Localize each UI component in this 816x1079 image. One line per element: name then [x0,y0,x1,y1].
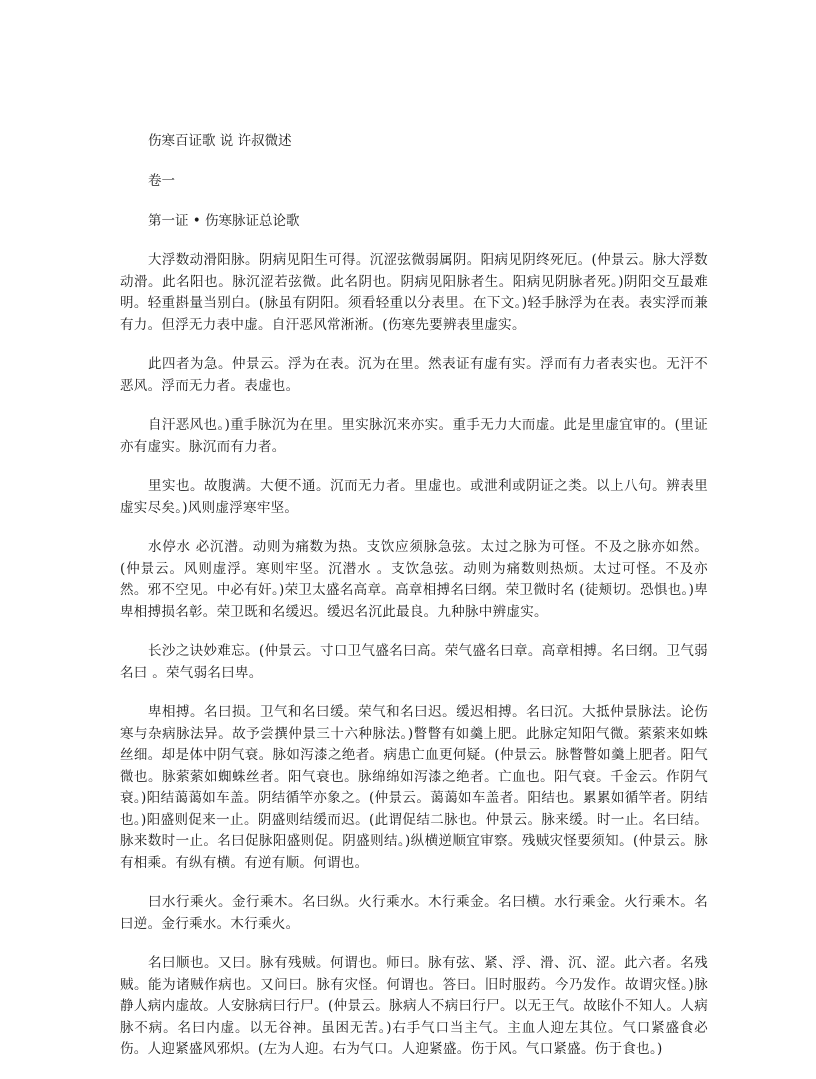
paragraph: 水停水 必沉潜。动则为痛数为热。支饮应须脉急弦。太过之脉为可怪。不及之脉亦如然。(仲景云。风则虚浮。寒则牢坚。沉潜水 。支饮急弦。动则为痛数则热烦。太过可怪。不及亦然。邪不空见。中必有奸。)荣卫太盛名高章。高章相搏名曰纲。荣卫微时名 (徒颊切。恐惧也。)卑 卑相搏损名彰。荣卫既和名缓迟。缓迟名沉此最良。九种脉中辨虚实。 [120,539,708,620]
volume-heading: 卷一 [148,173,175,189]
paragraph: 长沙之诀妙难忘。(仲景云。寸口卫气盛名曰高。荣气盛名曰章。高章相搏。名曰纲。卫气弱名曰 。荣气弱名曰卑。 [120,643,708,681]
paragraph: 里实也。故腹满。大便不通。沉而无力者。里虚也。或泄利或阴证之类。以上八句。辨表里虚实尽矣。)风则虚浮寒牢坚。 [120,478,708,516]
paragraph: 曰水行乘火。金行乘木。名曰纵。火行乘水。木行乘金。名曰横。水行乘金。火行乘木。名曰逆。金行乘水。木行乘火。 [120,894,708,932]
document-title: 伤寒百证歌 说 许叔微述 [148,133,292,149]
document-body [120,130,708,1079]
section-heading: 第一证 • 伤寒脉证总论歌 [148,213,300,229]
paragraph: 自汗恶风也。)重手脉沉为在里。里实脉沉来亦实。重手无力大而虚。此是里虚宜审的。(里证亦有虚实。脉沉而有力者。 [120,417,708,455]
paragraph: 大浮数动滑阳脉。阴病见阳生可得。沉涩弦微弱属阴。阳病见阴终死厄。(仲景云。脉大浮数动滑。此名阳也。脉沉涩若弦微。此名阴也。阴病见阳脉者生。阳病见阴脉者死。)阴阳交互最难明。轻重斟量当别白。(脉虽有阴阳。须看轻重以分表里。在下文。)轻手脉浮为在表。表实浮而兼有力。但浮无力表中虚。自汗恶风常淅淅。(伤寒先要辨表里虚实。 [120,252,708,333]
paragraph: 此四者为急。仲景云。浮为在表。沉为在里。然表证有虚有实。浮而有力者表实也。无汗不恶风。浮而无力者。表虚也。 [120,356,708,394]
paragraph: 名曰顺也。又曰。脉有残贼。何谓也。师曰。脉有弦、紧、浮、滑、沉、涩。此六者。名残贼。能为诸贼作病也。又问曰。脉有灾怪。何谓也。答曰。旧时服药。今乃发作。故谓灾怪。)脉静人病内虚故。人安脉病曰行尸。(仲景云。脉病人不病曰行尸。以无王气。故眩仆不知人。人病脉不病。名曰内虚。以无谷神。虽困无苦。)右手气口当主气。主血人迎左其位。气口紧盛食必伤。人迎紧盛风邪炽。(左为人迎。右为气口。人迎紧盛。伤于风。气口紧盛。伤于食也。) [120,955,708,1057]
paragraph: 卑相搏。名曰损。卫气和名曰缓。荣气和名曰迟。缓迟相搏。名曰沉。大抵仲景脉法。论伤寒与杂病脉法异。故予尝撰仲景三十六种脉法。)瞥瞥有如羹上肥。此脉定知阳气微。萦萦来如蛛丝细。却是体中阴气衰。脉如泻漆之绝者。病患亡血更何疑。(仲景云。脉瞥瞥如羹上肥者。阳气微也。脉萦萦如蜘蛛丝者。阳气衰也。脉绵绵如泻漆之绝者。亡血也。阳气衰。千金云。作阴气衰。)阳结蔼蔼如车盖。阴结循竿亦象之。(仲景云。蔼蔼如车盖者。阳结也。累累如循竿者。阴结也。)阳盛则促来一止。阴盛则结缓而迟。(此谓促结二脉也。仲景云。脉来缓。时一止。名曰结。脉来数时一止。名曰促脉阳盛则促。阴盛则结。)纵横逆顺宜审察。残贼灾怪要须知。(仲景云。脉有相乘。有纵有横。有逆有顺。何谓也。 [120,704,708,871]
